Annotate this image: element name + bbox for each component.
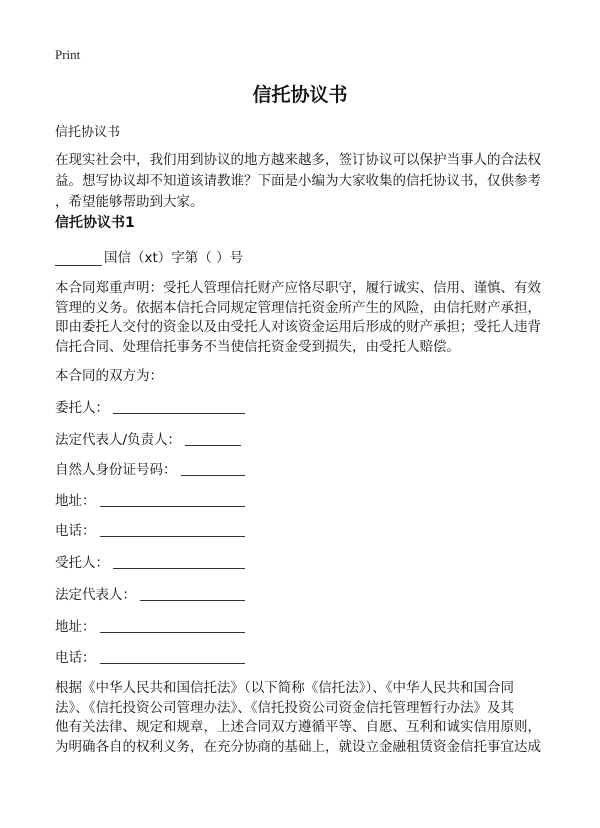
text-line: 信托合同、处理信托事务不当使信托资金受到损失，由受托人赔偿。 xyxy=(55,338,460,355)
text-line: 为明确各自的权利义务，在充分协商的基础上，就设立金融租赁资金信托事宜达成 xyxy=(55,738,541,755)
field-label: 委托人： xyxy=(55,400,109,416)
blank-line xyxy=(113,412,245,414)
document-subtitle: 信托协议书 xyxy=(55,125,121,140)
field-trustee-address xyxy=(55,615,245,635)
print-link[interactable]: Print xyxy=(55,47,81,62)
blank-line xyxy=(113,567,245,569)
text-line: 即由委托人交付的资金以及由受托人对该资金运用后形成的财产承担；受托人违背 xyxy=(55,319,541,335)
field-phone xyxy=(55,519,245,539)
text-line: 法》、《信托投资公司管理办法》、《信托投资公司资金信托管理暂行办法》及其 xyxy=(55,699,514,716)
page-title: 信托协议书 xyxy=(252,84,348,106)
field-legal-rep xyxy=(55,428,241,448)
field-trustee-legal-rep xyxy=(55,583,245,603)
document-number-text: 国信（xt）字第（ ）号 xyxy=(104,250,244,266)
field-label: 地址： xyxy=(55,619,96,635)
text-line: 管理的义务。依据本信托合同规定管理信托资金所产生的风险，由信托财产承担， xyxy=(55,299,541,316)
field-address xyxy=(55,489,245,509)
field-trustee-phone xyxy=(55,646,245,666)
text-line: ，希望能够帮助到大家。 xyxy=(55,194,204,210)
field-label: 电话： xyxy=(55,650,96,666)
field-label: 自然人身份证号码： xyxy=(55,462,177,478)
blank-line xyxy=(100,535,246,537)
blank-line xyxy=(100,631,246,633)
intro-paragraph xyxy=(55,150,555,213)
parties-intro: 本合同的双方为： xyxy=(55,368,163,384)
field-trustee xyxy=(55,551,245,571)
field-label: 法定代表人/负责人： xyxy=(55,432,182,448)
blank-line xyxy=(100,662,246,664)
field-label: 法定代表人： xyxy=(55,587,136,603)
document-number xyxy=(55,246,243,266)
section-heading: 信托协议书1 xyxy=(55,215,135,231)
field-id-number xyxy=(55,458,245,478)
blank-line xyxy=(185,444,241,446)
field-label: 受托人： xyxy=(55,555,109,571)
field-label: 地址： xyxy=(55,493,96,509)
blank-line xyxy=(55,251,102,266)
text-line: 益。想写协议却不知道该请教谁？下面是小编为大家收集的信托协议书，仅供参考 xyxy=(55,173,541,189)
text-line: 根据《中华人民共和国信托法》（以下简称《信托法》）、《中华人民共和国合同 xyxy=(55,680,514,696)
field-label: 电话： xyxy=(55,523,96,539)
field-trustor xyxy=(55,396,245,416)
text-line: 在现实社会中，我们用到协议的地方越来越多，签订协议可以保护当事人的合法权 xyxy=(55,152,541,168)
text-line: 他有关法律、规定和规章，上述合同双方遵循平等、自愿、互利和诚实信用原则， xyxy=(55,719,541,735)
text-line: 本合同郑重声明：受托人管理信托财产应恪尽职守，履行诚实、信用、谨慎、有效 xyxy=(55,280,541,296)
blank-line xyxy=(181,474,246,476)
basis-paragraph xyxy=(55,679,555,757)
declaration-paragraph xyxy=(55,279,555,357)
blank-line xyxy=(140,599,245,601)
blank-line xyxy=(100,505,246,507)
